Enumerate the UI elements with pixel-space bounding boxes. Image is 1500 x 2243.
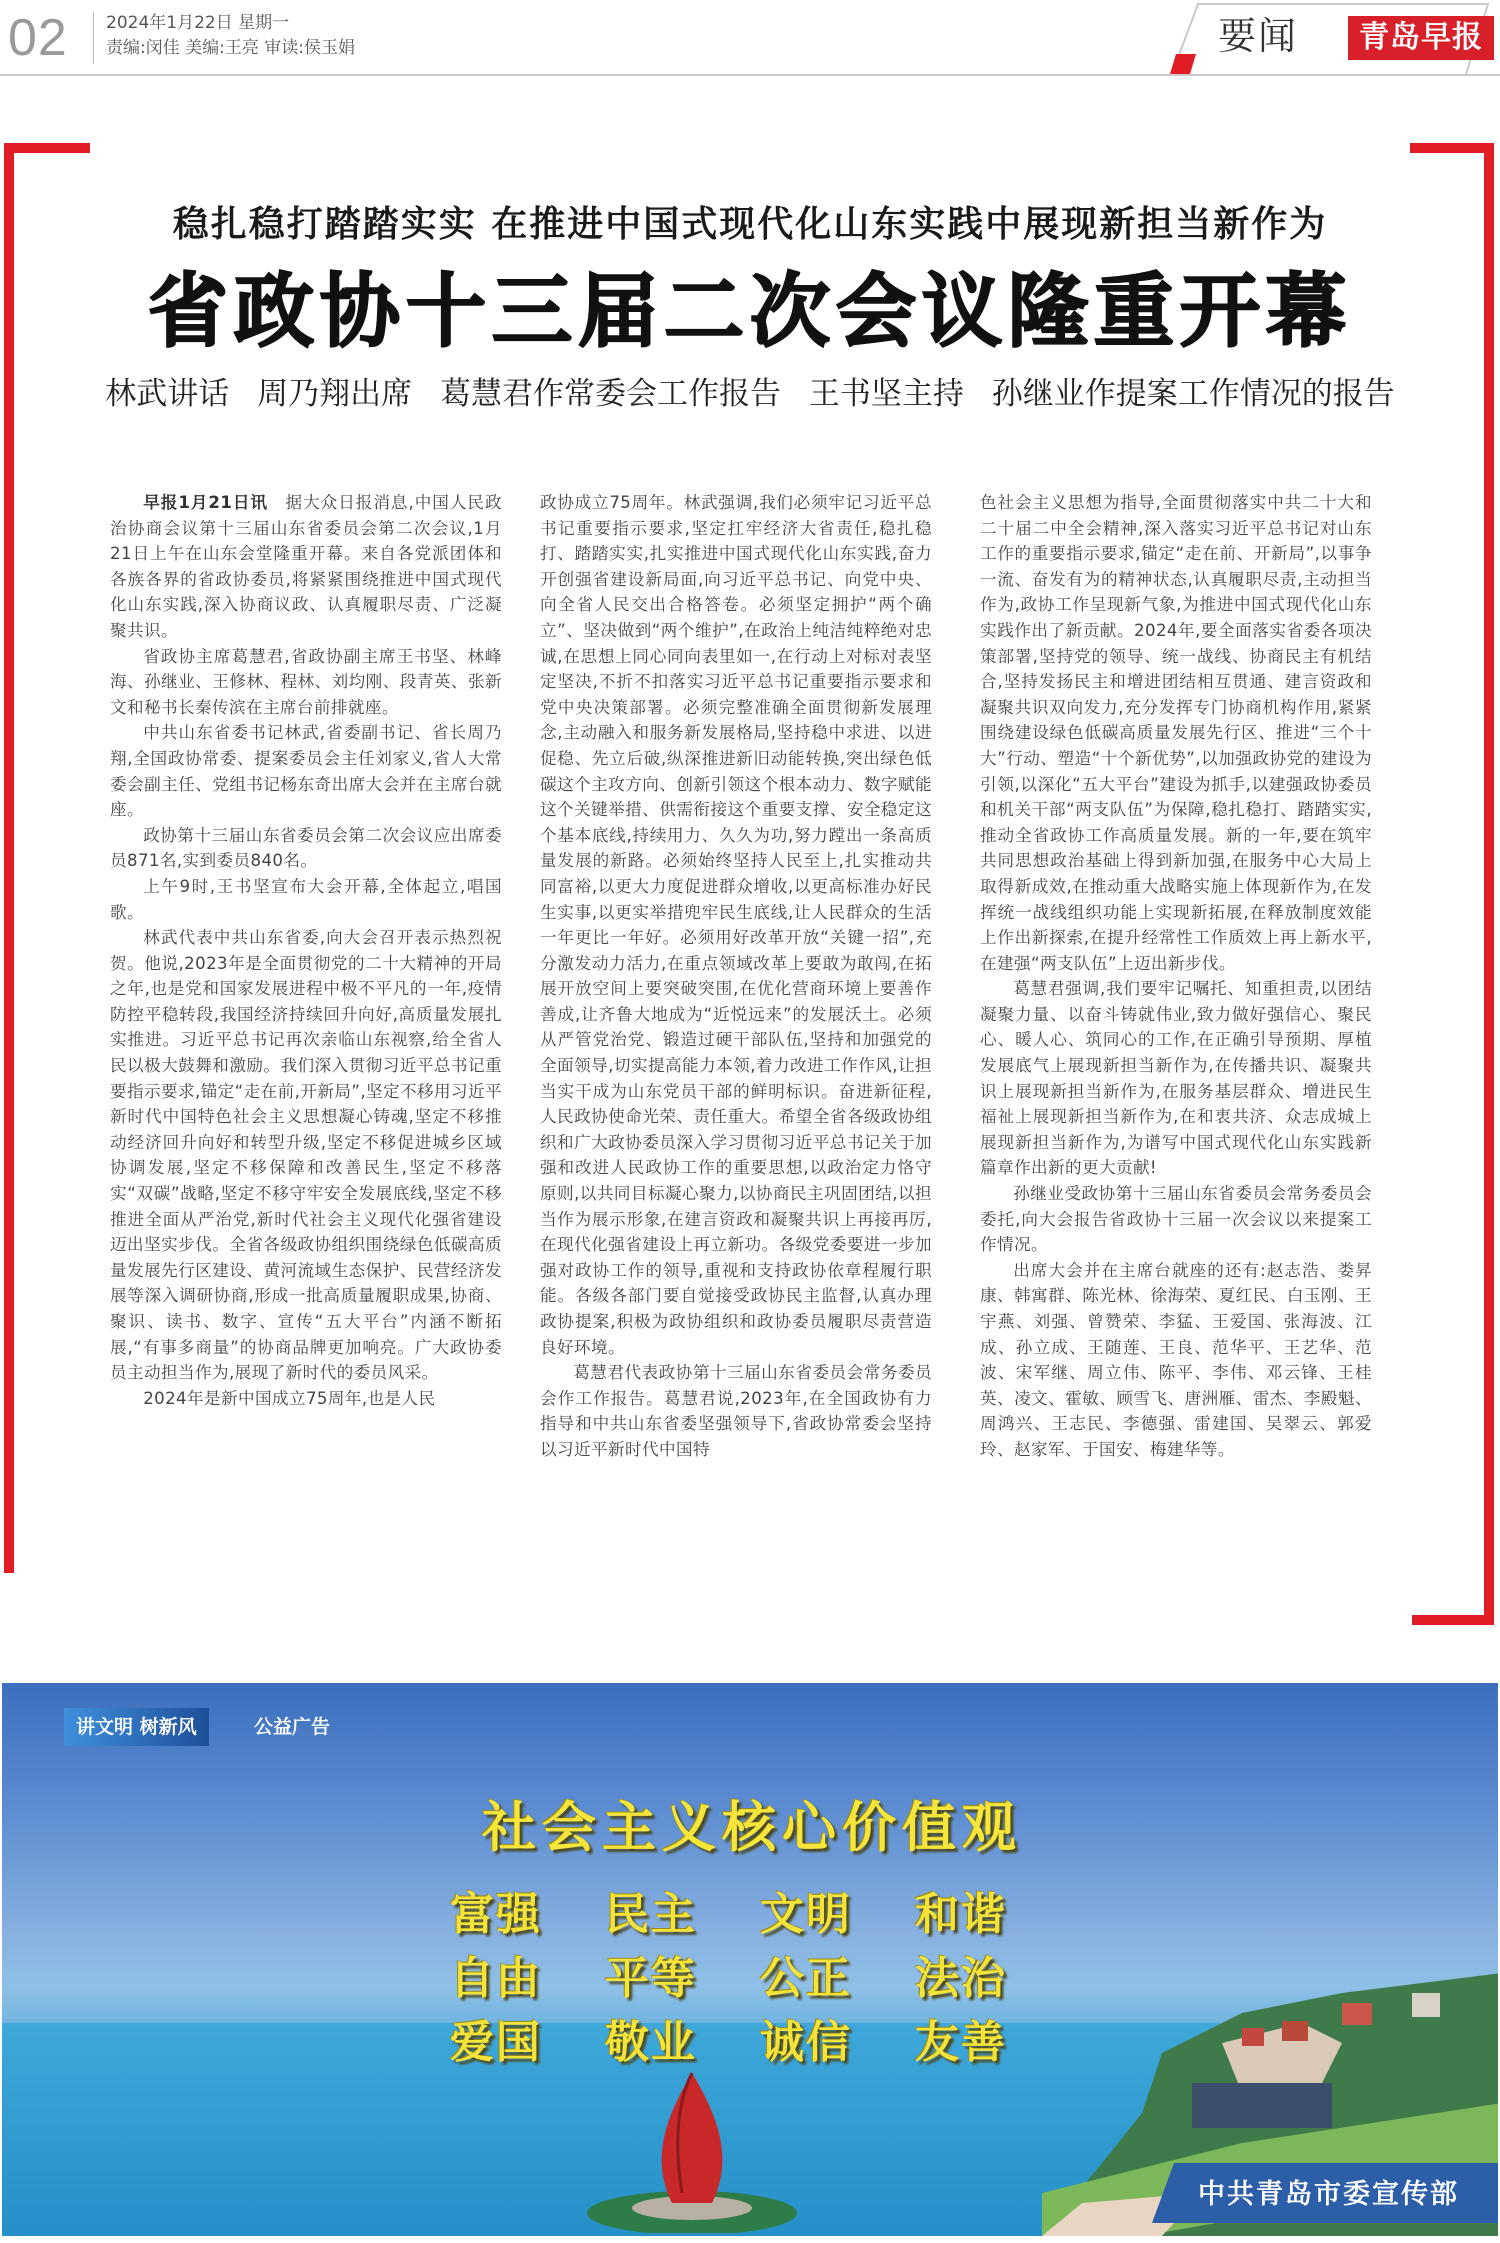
value-item: 和谐: [915, 1889, 1007, 1940]
article-paragraph: 政协成立75周年。林武强调,我们必须牢记习近平总书记重要指示要求,坚定扛牢经济大省责任,稳扎稳打、踏踏实实,扎实推进中国式现代化山东实践,奋力开创强省建设新局面,向习近平总书记、向党中央、向全省人民交出合格答卷。必须坚定拥护“两个确立”、坚决做到“两个维护”,在政治上纯洁纯粹绝对忠诚,在思想上同心同向表里如一,在行动上对标对表坚定坚决,不折不扣落实习近平总书记重要指示要求和党中央决策部署。必须完整准确全面贯彻新发展理念,主动融入和服务新发展格局,坚持稳中求进、以进促稳、先立后破,纵深推进新旧动能转换,突出绿色低碳这个主攻方向、创新引领这个根本动力、数字赋能这个关键举措、供需衔接这个重要支撑、安全稳定这个基本底线,持续用力、久久为功,努力蹚出一条高质量发展的新路。必须始终坚持人民至上,扎实推动共同富裕,以更大力度促进群众增收,以更高标准办好民生实事,以更实举措兜牢民生底线,让人民群众的生活一年更比一年好。必须用好改革开放“关键一招”,充分激发动力活力,在重点领域改革上要敢为敢闯,在拓展开放空间上要突破突围,在优化营商环境上要善作善成,让齐鲁大地成为“近悦远来”的发展沃土。必须从严管党治党、锻造过硬干部队伍,坚持和加强党的全面领导,切实提高能力本领,着力改进工作作风,让担当实干成为山东党员干部的鲜明标识。奋进新征程,人民政协使命光荣、责任重大。希望全省各级政协组织和广大政协委员深入学习贯彻习近平总书记关于加强和改进人民政协工作的重要思想,以政治定力恪守原则,以共同目标凝心聚力,以协商民主巩固团结,以担当作为展示形象,在建言资政和凝聚共识上再接再厉,在现代化强省建设上再立新功。各级党委要进一步加强对政协工作的领导,重视和支持政协依章程履行职能。各级各部门要自觉接受政协民主监督,认真办理政协提案,积极为政协组织和政协委员履职尽责营造良好环境。: [540, 493, 932, 1357]
subhead: 周乃翔出席: [257, 376, 413, 412]
article-paragraph: 早报1月21日讯 据大众日报消息,中国人民政治协商会议第十三届山东省委员会第二次会议,1月21日上午在山东会堂隆重开幕。来自各党派团体和各族各界的省政协委员,将紧紧围绕推进中国式现代化山东实践,深入协商议政、认真履职尽责、广泛凝聚共识。: [110, 493, 502, 640]
editor-credits: 责编:闵佳 美编:王亮 审读:侯玉娟: [106, 38, 355, 58]
ad-sponsor: 中共青岛市委宣传部: [1198, 2179, 1459, 2210]
article-paragraph: 林武代表中共山东省委,向大会召开表示热烈祝贺。他说,2023年是全面贯彻党的二十大精神的开局之年,也是党和国家发展进程中极不平凡的一年,疫情防控平稳转段,我国经济持续回升向好,高质量发展扎实推进。习近平总书记再次亲临山东视察,给全省人民以极大鼓舞和激励。我们深入贯彻习近平总书记重要指示要求,锚定“走在前,开新局”,坚定不移用习近平新时代中国特色社会主义思想凝心铸魂,坚定不移推动经济回升向好和转型升级,坚定不移促进城乡区域协调发展,坚定不移保障和改善民生,坚定不移落实“双碳”战略,坚定不移守牢安全发展底线,坚定不移推进全面从严治党,新时代社会主义现代化强省建设迈出坚实步伐。全省各级政协组织围绕绿色低碳高质量发展先行区建设、黄河流域生态保护、民营经济发展等深入调研协商,形成一批高质量履职成果,协商、聚识、读书、数字、宣传“五大平台”内涵不断拓展,“有事多商量”的协商品牌更加响亮。广大政协委员主动担当作为,展现了新时代的委员风采。: [110, 928, 502, 1383]
subhead: 孙继业作提案工作情况的报告: [991, 376, 1395, 412]
value-item: 诚信: [760, 2017, 852, 2068]
frame-bracket-top-left: [10, 143, 90, 153]
issue-date: 2024年1月22日 星期一: [106, 13, 290, 33]
article-column-3: [980, 490, 1372, 1463]
article-column-2: [540, 490, 932, 1463]
value-item: 法治: [915, 1953, 1007, 2004]
value-item: 友善: [915, 2017, 1007, 2068]
header-rule: [0, 74, 1500, 76]
value-item: 敬业: [605, 2017, 697, 2068]
article-paragraph: 葛慧君代表政协第十三届山东省委员会常务委员会作工作报告。葛慧君说,2023年,在全国政协有力指导和中共山东省委坚强领导下,省政协常委会坚持以习近平新时代中国特: [540, 1363, 932, 1459]
article-paragraph: 孙继业受政协第十三届山东省委员会常务委员会委托,向大会报告省政协十三届一次会议以来提案工作情况。: [980, 1184, 1372, 1255]
frame-bracket-right: [1484, 143, 1494, 1625]
article-paragraph: 2024年是新中国成立75周年,也是人民: [143, 1388, 436, 1408]
article-column-1: [110, 490, 502, 1411]
frame-bracket-top-right: [1410, 143, 1492, 153]
article-paragraph: 政协第十三届山东省委员会第二次会议应出席委员871名,实到委员840名。: [110, 825, 502, 871]
value-item: 平等: [605, 1953, 697, 2004]
ad-tag-secondary: 公益广告: [254, 1716, 331, 1738]
value-item: 公正: [760, 1953, 852, 2004]
ad-title: 社会主义核心价值观: [482, 1796, 1022, 1859]
section-label[interactable]: 要闻: [1218, 14, 1299, 58]
dateline: 早报1月21日讯: [143, 493, 268, 512]
value-item: 富强: [450, 1889, 542, 1940]
article-paragraph: 上午9时,王书坚宣布大会开幕,全体起立,唱国歌。: [110, 876, 502, 922]
article-paragraph: 省政协主席葛慧君,省政协副主席王书坚、林峰海、孙继业、王修林、程林、刘均刚、段青英、张新文和秘书长秦传滨在主席台前排就座。: [110, 646, 502, 717]
values-row: [450, 1883, 1070, 1947]
page-number: 02: [8, 9, 68, 67]
value-item: 文明: [760, 1889, 852, 1940]
subhead: 林武讲话: [105, 376, 230, 412]
values-row: [450, 1947, 1070, 2011]
newspaper-logo: 青岛早报: [1348, 16, 1494, 60]
frame-bracket-bottom-right: [1412, 1615, 1494, 1625]
article-paragraph: 葛慧君强调,我们要牢记嘱托、知重担责,以团结凝聚力量、以奋斗铸就伟业,致力做好强信心、聚民心、暖人心、筑同心的工作,在正确引导预期、厚植发展底气上展现新担当新作为,在传播共识、凝聚共识上展现新担当新作为,在服务基层群众、增进民生福祉上展现新担当新作为,在和衷共济、众志成城上展现新担当新作为,为谱写中国式现代化山东实践新篇章作出新的更大贡献!: [980, 979, 1372, 1178]
value-item: 爱国: [450, 2017, 542, 2068]
value-item: 自由: [450, 1953, 542, 2004]
article-paragraph: 中共山东省委书记林武,省委副书记、省长周乃翔,全国政协常委、提案委员会主任刘家义,省人大常委会副主任、党组书记杨东奇出席大会并在主席台就座。: [110, 723, 502, 820]
header-divider: [93, 12, 94, 64]
headline-kicker: 稳扎稳打踏踏实实 在推进中国式现代化山东实践中展现新担当新作为: [172, 203, 1328, 245]
subhead: 王书坚主持: [808, 376, 964, 412]
ad-tag-primary: 讲文明 树新风: [64, 1708, 209, 1746]
public-service-ad: [2, 1683, 1498, 2236]
headline-title: 省政协十三届二次会议隆重开幕: [148, 265, 1352, 358]
article-paragraph: 出席大会并在主席台就座的还有:赵志浩、娄昇康、韩寓群、陈光林、徐海荣、夏红民、白玉刚、王宇燕、刘强、曾赞荣、李猛、王爱国、张海波、江成、孙立成、王随莲、王良、范华平、王艺华、范波、宋军继、周立伟、陈平、李伟、邓云锋、王桂英、凌文、霍敏、顾雪飞、唐洲雁、雷杰、李殿魁、周鸿兴、王志民、李德强、雷建国、吴翠云、郭爱玲、赵家军、于国安、梅建华等。: [980, 1260, 1372, 1459]
subhead: 葛慧君作常委会工作报告: [440, 376, 781, 412]
values-row: [450, 2011, 1070, 2075]
article-paragraph: 色社会主义思想为指导,全面贯彻落实中共二十大和二十届二中全会精神,深入落实习近平总书记对山东工作的重要指示要求,锚定“走在前、开新局”,以事争一流、奋发有为的精神状态,认真履职尽责,主动担当作为,政协工作呈现新气象,为推进中国式现代化山东实践作出了新贡献。2024年,要全面落实省委各项决策部署,坚持党的领导、统一战线、协商民主有机结合,坚持发扬民主和增进团结相互贯通、建言资政和凝聚共识双向发力,充分发挥专门协商机构作用,紧紧围绕建设绿色低碳高质量发展先行区、推进“三个十大”行动、塑造“十个新优势”,以加强政协党的建设为引领,以深化“五大平台”建设为抓手,以建强政协委员和机关干部“两支队伍”为保障,稳扎稳打、踏踏实实,推动全省政协工作高质量发展。新的一年,要在筑牢共同思想政治基础上得到新加强,在服务中心大局上取得新成效,在推动重大战略实施上体现新作为,在发挥统一战线组织功能上实现新拓展,在释放制度效能上作出新探索,在提升经常性工作质效上再上新水平,在建强“两支队伍”上迈出新步伐。: [980, 493, 1372, 973]
value-item: 民主: [605, 1889, 697, 1940]
core-values-grid: [450, 1883, 1070, 2075]
headline-subheads: [0, 372, 1500, 416]
